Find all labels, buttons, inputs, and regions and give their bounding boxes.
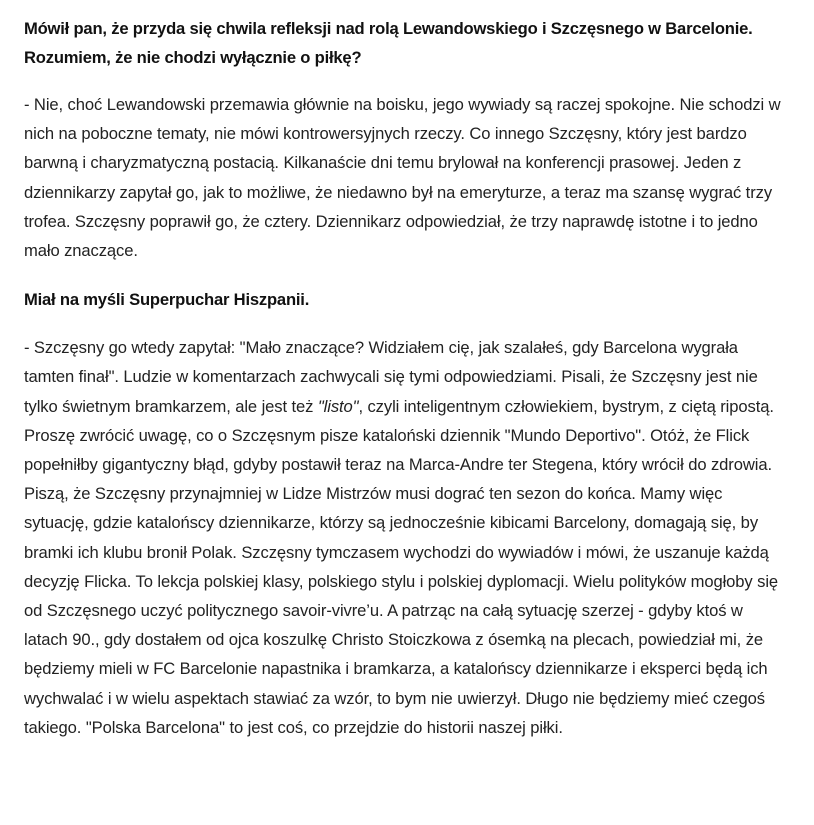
interview-answer: - Nie, choć Lewandowski przemawia głównie na boisku, jego wywiady są raczej spokojne. Nie schodzi w nich na poboczne tematy, nie mówi kontrowersyjnych rzeczy. Co innego Szczęsny, który jest bardzo barwną i charyzmatyczną postacią. Kilkanaście dni temu brylował na konferencji prasowej. Jeden z dziennikarzy zapytał go, jak to możliwe, że niedawno był na emeryturze, a teraz ma szansę wygrać trzy trofea. Szczęsny poprawił go, że cztery. Dziennikarz odpowiedział, że trzy naprawdę istotne i to jedno mało znaczące. — [24, 95, 781, 261]
interview-answer — [24, 333, 790, 742]
interview-question: Miał na myśli Superpuchar Hiszpanii. — [24, 290, 310, 310]
answer-text: - Szczęsny go wtedy zapytał: "Mało znaczące? Widziałem cię, jak szalałeś, gdy Barcelona wygrała tamten finał". Ludzie w komentarzach zachwycali się tymi odpowiedziami. Pisali, że Szczęsny jest nie tylko świetnym bramkarzem, ale jest też — [24, 338, 758, 416]
interview-question: Mówił pan, że przyda się chwila refleksji nad rolą Lewandowskiego i Szczęsnego w Barcelonie. Rozumiem, że nie chodzi wyłącznie o piłkę? — [24, 19, 753, 67]
answer-text: , czyli inteligentnym człowiekiem, bystrym, z ciętą ripostą. Proszę zwrócić uwagę, co o Szczęsnym pisze kataloński dziennik "Mundo Deportivo". Otóż, że Flick popełniłby gigantyczny błąd, gdyby postawił teraz na Marca-Andre ter Stegena, który wrócił do zdrowia. Piszą, że Szczęsny przynajmniej w Lidze Mistrzów musi dograć ten sezon do końca. Mamy więc sytuację, gdzie katalońscy dziennikarze, którzy są jednocześnie kibicami Barcelony, domagają się, by bramki ich klubu bronił Polak. Szczęsny tymczasem wychodzi do wywiadów i mówi, że uszanuje każdą decyzję Flicka. To lekcja polskiej klasy, polskiego stylu i polskiej dyplomacji. Wielu polityków mogłoby się od Szczęsnego uczyć politycznego savoir-vivre’u. A patrząc na całą sytuację szerzej - gdyby ktoś w latach 90., gdy dostałem od ojca koszulkę Christo Stoiczkowa z ósemką na plecach, powiedział mi, że będziemy mieli w FC Barcelonie napastnika i bramkarza, a katalońscy dziennikarze i eksperci będą ich wychwalać i w wielu aspektach stawiać za wzór, to bym nie uwierzył. Długo nie będziemy mieć czegoś takiego. "Polska Barcelona" to jest coś, co przejdzie do historii naszej piłki. — [24, 396, 779, 737]
emphasized-word: "listo" — [317, 396, 359, 416]
